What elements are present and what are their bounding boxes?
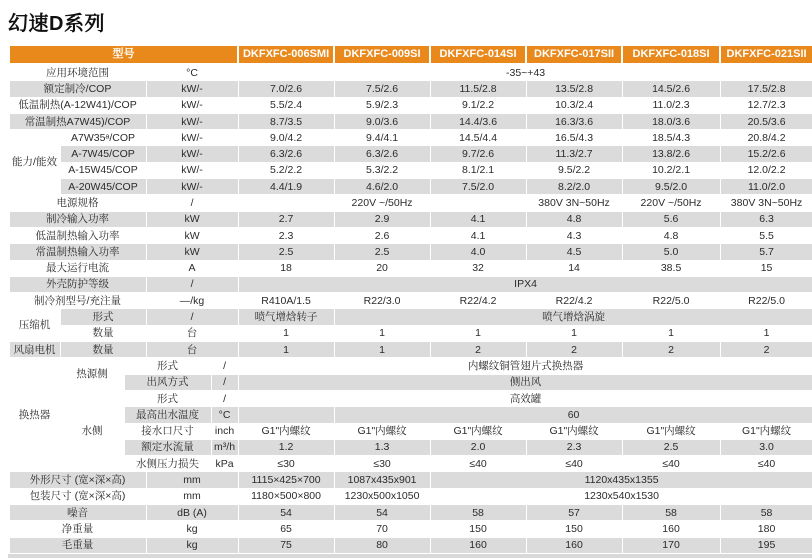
spec-value: 9.4/4.1 (334, 130, 430, 146)
spec-value: 5.9/2.3 (334, 97, 430, 113)
spec-value: 8.7/3.5 (238, 113, 334, 129)
spec-value: 10.3/2.4 (526, 97, 622, 113)
row-label: 低温制热(A-12W41)/COP (9, 97, 146, 113)
spec-value: 20 (334, 260, 430, 276)
spec-value: 4.4/1.9 (238, 179, 334, 195)
spec-value: 75 (238, 537, 334, 553)
spec-value: 1180×500×800 (238, 488, 334, 504)
spec-value: 17.5/2.8 (720, 81, 812, 97)
spec-value: 1.2 (238, 439, 334, 455)
table-row (9, 537, 812, 553)
spec-value: 14.5/4.4 (430, 130, 526, 146)
spec-value: 65 (238, 521, 334, 537)
spec-value: 15 (720, 260, 812, 276)
header-model-name: DKFXFC-014SI (430, 46, 526, 65)
spec-value: ≤40 (430, 456, 526, 472)
table-row (9, 244, 812, 260)
spec-value: 5.2/2.2 (238, 162, 334, 178)
row-unit: inch (211, 423, 238, 439)
spec-value: 5.6 (622, 211, 720, 227)
spec-value: 14.5/2.6 (622, 81, 720, 97)
row-unit: m³/h (211, 439, 238, 455)
spec-value: 1 (622, 325, 720, 341)
spec-value: 3.0 (720, 439, 812, 455)
row-unit: 台 (146, 325, 238, 341)
table-row (9, 113, 812, 129)
row-subgroup-label: 水侧 (60, 390, 124, 471)
spec-value: 5.7 (720, 244, 812, 260)
spec-value: 220V ~/50Hz (238, 195, 526, 211)
spec-value: 58 (720, 505, 812, 521)
spec-value: 1 (334, 342, 430, 358)
spec-value: 7.5/2.6 (334, 81, 430, 97)
spec-value: 2 (622, 342, 720, 358)
table-row (9, 130, 812, 146)
spec-value: 170 (622, 537, 720, 553)
spec-value: 5.0 (622, 244, 720, 260)
spec-value: R22/5.0 (622, 293, 720, 309)
spec-value: 9.1/2.2 (430, 97, 526, 113)
row-label: 制冷输入功率 (9, 211, 146, 227)
row-label: 包装尺寸 (宽×深×高) (9, 488, 146, 504)
table-row (9, 293, 812, 309)
spec-value: 1 (238, 325, 334, 341)
spec-value: 20.8/4.2 (720, 130, 812, 146)
table-row (9, 358, 812, 374)
spec-value: 380V 3N~50Hz (526, 195, 622, 211)
spec-value: 2 (720, 342, 812, 358)
table-row (9, 97, 812, 113)
row-label: 外形尺寸 (宽×深×高) (9, 472, 146, 488)
table-row (9, 64, 812, 81)
spec-value: 70 (334, 521, 430, 537)
header-model-label: 型号 (9, 46, 238, 65)
row-unit: kW (146, 211, 238, 227)
bottom-divider (8, 554, 812, 558)
spec-value: 4.0 (430, 244, 526, 260)
table-header-row (9, 46, 812, 65)
spec-value: 5.3/2.2 (334, 162, 430, 178)
spec-value: 8.1/2.1 (430, 162, 526, 178)
spec-value: 1087x435x901 (334, 472, 430, 488)
table-row (9, 521, 812, 537)
table-row (9, 276, 812, 292)
spec-value: 1 (238, 342, 334, 358)
row-label: 制冷剂型号/充注量 (9, 293, 146, 309)
spec-value: 内螺纹铜管翅片式换热器 (238, 358, 812, 374)
spec-value: 2 (526, 342, 622, 358)
spec-value: 1230x540x1530 (430, 488, 812, 504)
spec-value: 80 (334, 537, 430, 553)
spec-table-body (9, 46, 812, 554)
spec-value: 2.9 (334, 211, 430, 227)
spec-value: 2.5 (334, 244, 430, 260)
spec-value: 6.3/2.6 (238, 146, 334, 162)
row-label: 常温制热输入功率 (9, 244, 146, 260)
spec-value: 7.0/2.6 (238, 81, 334, 97)
row-subgroup-label: 热源侧 (60, 358, 124, 391)
spec-value: 侧出风 (238, 374, 812, 390)
spec-value: 4.3 (526, 227, 622, 243)
spec-value: 160 (526, 537, 622, 553)
table-row (9, 195, 812, 211)
row-unit: / (146, 276, 238, 292)
spec-value: IPX4 (238, 276, 812, 292)
row-label: A7W35ᵃ/COP (60, 130, 146, 146)
row-label: 毛重量 (9, 537, 146, 553)
row-label: 数量 (60, 342, 146, 358)
spec-value: G1"内螺纹 (238, 423, 334, 439)
spec-value: ≤40 (526, 456, 622, 472)
spec-value: G1"内螺纹 (720, 423, 812, 439)
row-label: 噪音 (9, 505, 146, 521)
spec-value: 4.1 (430, 227, 526, 243)
spec-value: G1"内螺纹 (430, 423, 526, 439)
spec-value: 12.0/2.2 (720, 162, 812, 178)
table-row (9, 162, 812, 178)
spec-value: 15.2/2.6 (720, 146, 812, 162)
spec-value: 58 (430, 505, 526, 521)
spec-value: 2.7 (238, 211, 334, 227)
row-label: 电源规格 (9, 195, 146, 211)
page-title: 幻速D系列 (8, 13, 105, 35)
row-unit: / (146, 309, 238, 325)
spec-value: 9.7/2.6 (430, 146, 526, 162)
row-unit: °C (146, 64, 238, 81)
row-group-label: 风扇电机 (9, 342, 60, 358)
table-row (9, 505, 812, 521)
table-row (9, 211, 812, 227)
spec-value: ≤40 (720, 456, 812, 472)
row-unit: kW/- (146, 146, 238, 162)
row-label: 接水口尺寸 (124, 423, 211, 439)
row-label: A-7W45/COP (60, 146, 146, 162)
row-unit: kg (146, 537, 238, 553)
spec-value: 4.1 (430, 211, 526, 227)
table-row (9, 342, 812, 358)
spec-value: G1"内螺纹 (334, 423, 430, 439)
row-unit: kW/- (146, 81, 238, 97)
spec-value: G1"内螺纹 (526, 423, 622, 439)
spec-value: 9.5/2.0 (622, 179, 720, 195)
spec-value: 1115×425×700 (238, 472, 334, 488)
spec-value: 9.0/4.2 (238, 130, 334, 146)
spec-value: 1120x435x1355 (430, 472, 812, 488)
spec-value: 1 (430, 325, 526, 341)
row-unit: / (146, 195, 238, 211)
spec-value: R22/4.2 (430, 293, 526, 309)
spec-value: 160 (430, 537, 526, 553)
spec-value: 32 (430, 260, 526, 276)
spec-value: 16.5/4.3 (526, 130, 622, 146)
spec-value: 11.0/2.3 (622, 97, 720, 113)
row-unit: kW/- (146, 97, 238, 113)
row-unit: kW/- (146, 130, 238, 146)
spec-value: -35~+43 (238, 64, 812, 81)
row-unit: / (211, 390, 238, 406)
spec-value: 1.3 (334, 439, 430, 455)
row-label: 额定水流量 (124, 439, 211, 455)
row-group-label: 压缩机 (9, 309, 60, 342)
table-row (9, 146, 812, 162)
spec-value (238, 407, 334, 423)
table-row (9, 407, 812, 423)
row-label: 形式 (124, 390, 211, 406)
spec-value: 18.0/3.6 (622, 113, 720, 129)
row-unit: / (211, 374, 238, 390)
header-model-name: DKFXFC-006SMI (238, 46, 334, 65)
spec-value: 14.4/3.6 (430, 113, 526, 129)
spec-value: 54 (334, 505, 430, 521)
spec-table-wrapper (8, 45, 812, 554)
spec-value: 38.5 (622, 260, 720, 276)
row-label: 数量 (60, 325, 146, 341)
spec-value: 4.5 (526, 244, 622, 260)
spec-value: 13.8/2.6 (622, 146, 720, 162)
row-unit: / (211, 358, 238, 374)
spec-value: 2.5 (238, 244, 334, 260)
spec-value: 14 (526, 260, 622, 276)
spec-value: 18 (238, 260, 334, 276)
spec-value: 60 (334, 407, 812, 423)
spec-value: 11.3/2.7 (526, 146, 622, 162)
spec-value: 4.8 (526, 211, 622, 227)
spec-value: 6.3/2.6 (334, 146, 430, 162)
spec-value: 10.2/2.1 (622, 162, 720, 178)
spec-value: 11.5/2.8 (430, 81, 526, 97)
row-unit: 台 (146, 342, 238, 358)
table-row (9, 488, 812, 504)
spec-value: 7.5/2.0 (430, 179, 526, 195)
spec-value: 150 (526, 521, 622, 537)
row-label: 低温制热输入功率 (9, 227, 146, 243)
header-model-name: DKFXFC-009SI (334, 46, 430, 65)
table-row (9, 309, 812, 325)
spec-value: 2.3 (238, 227, 334, 243)
row-unit: kW/- (146, 179, 238, 195)
spec-value: 220V ~/50Hz (622, 195, 720, 211)
spec-value: R22/4.2 (526, 293, 622, 309)
spec-value: 54 (238, 505, 334, 521)
spec-value: 12.7/2.3 (720, 97, 812, 113)
spec-value: 1230x500x1050 (334, 488, 430, 504)
table-row (9, 374, 812, 390)
spec-value: 9.5/2.2 (526, 162, 622, 178)
spec-value: R410A/1.5 (238, 293, 334, 309)
row-unit: mm (146, 472, 238, 488)
row-label: 净重量 (9, 521, 146, 537)
spec-value: 11.0/2.0 (720, 179, 812, 195)
spec-value: R22/5.0 (720, 293, 812, 309)
row-unit: —/kg (146, 293, 238, 309)
row-label: 形式 (124, 358, 211, 374)
row-unit: kW (146, 244, 238, 260)
table-row (9, 179, 812, 195)
row-label: 水侧压力损失 (124, 456, 211, 472)
row-unit: kW/- (146, 113, 238, 129)
spec-value: 2.0 (430, 439, 526, 455)
row-label: 出风方式 (124, 374, 211, 390)
spec-value: ≤30 (334, 456, 430, 472)
header-model-name: DKFXFC-018SI (622, 46, 720, 65)
spec-value: 13.5/2.8 (526, 81, 622, 97)
table-row (9, 81, 812, 97)
header-model-name: DKFXFC-021SII (720, 46, 812, 65)
spec-value: 2.5 (622, 439, 720, 455)
spec-value: 1 (334, 325, 430, 341)
table-row (9, 456, 812, 472)
spec-value: 6.3 (720, 211, 812, 227)
spec-value: 160 (622, 521, 720, 537)
spec-value: 380V 3N~50Hz (720, 195, 812, 211)
row-label: 常温制热A7W45)/COP (9, 113, 146, 129)
table-row (9, 472, 812, 488)
row-label: 最大运行电流 (9, 260, 146, 276)
row-unit: dB (A) (146, 505, 238, 521)
spec-value: 195 (720, 537, 812, 553)
spec-value: 18.5/4.3 (622, 130, 720, 146)
spec-value: 5.5/2.4 (238, 97, 334, 113)
spec-value: 8.2/2.0 (526, 179, 622, 195)
table-row (9, 227, 812, 243)
row-label: 形式 (60, 309, 146, 325)
table-row (9, 423, 812, 439)
spec-value: 1 (526, 325, 622, 341)
spec-value: 2 (430, 342, 526, 358)
table-row (9, 390, 812, 406)
row-label: 最高出水温度 (124, 407, 211, 423)
row-group-label: 能力/能效 (9, 130, 60, 195)
spec-value: 2.3 (526, 439, 622, 455)
spec-value: R22/3.0 (334, 293, 430, 309)
spec-value: ≤30 (238, 456, 334, 472)
spec-value: 180 (720, 521, 812, 537)
row-unit: mm (146, 488, 238, 504)
row-label: A-15W45/COP (60, 162, 146, 178)
row-label: 应用环境范围 (9, 64, 146, 81)
spec-value: 喷气增焓转子 (238, 309, 334, 325)
row-group-label: 换热器 (9, 358, 60, 472)
spec-value: 9.0/3.6 (334, 113, 430, 129)
spec-value: G1"内螺纹 (622, 423, 720, 439)
spec-value: ≤40 (622, 456, 720, 472)
row-unit: kPa (211, 456, 238, 472)
row-unit: °C (211, 407, 238, 423)
spec-value: 4.8 (622, 227, 720, 243)
spec-value: 20.5/3.6 (720, 113, 812, 129)
table-row (9, 260, 812, 276)
spec-value: 1 (720, 325, 812, 341)
spec-value: 高效罐 (238, 390, 812, 406)
row-label: 外壳防护等级 (9, 276, 146, 292)
spec-value: 5.5 (720, 227, 812, 243)
spec-value: 4.6/2.0 (334, 179, 430, 195)
row-unit: kW/- (146, 162, 238, 178)
table-row (9, 325, 812, 341)
spec-value: 58 (622, 505, 720, 521)
header-model-name: DKFXFC-017SII (526, 46, 622, 65)
row-unit: A (146, 260, 238, 276)
spec-value: 150 (430, 521, 526, 537)
row-label: A-20W45/COP (60, 179, 146, 195)
table-row (9, 439, 812, 455)
spec-value: 57 (526, 505, 622, 521)
spec-value: 16.3/3.6 (526, 113, 622, 129)
spec-value: 喷气增焓涡旋 (334, 309, 812, 325)
row-unit: kW (146, 227, 238, 243)
spec-value: 2.6 (334, 227, 430, 243)
spec-table (8, 45, 812, 554)
row-label: 额定制冷/COP (9, 81, 146, 97)
row-unit: kg (146, 521, 238, 537)
